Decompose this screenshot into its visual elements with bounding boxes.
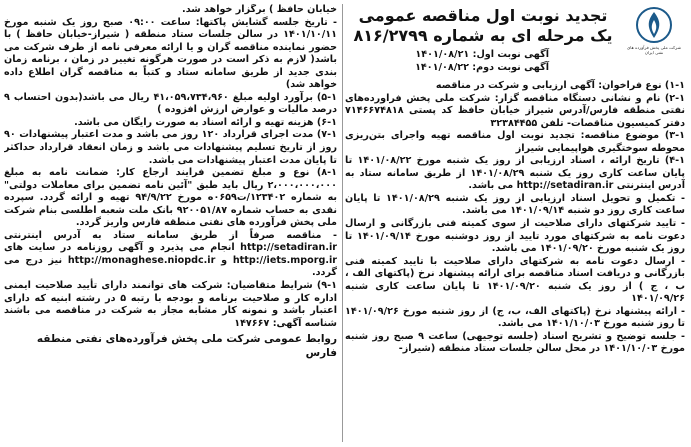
title-line-1: تجدید نوبت اول مناقصه عمومی [358, 6, 608, 25]
paragraph: - ارائه پیشنهاد نرخ (پاکتهای الف، ب، ج) از روز شنبه مورخ ۱۴۰۱/۰۹/۲۶ تا روز شنبه مورخ ۱۴۰۱/۱۰/۰۳ می باشد. [345, 305, 685, 330]
ad-dates [347, 48, 619, 74]
paragraph: ۵-۱) برآورد اولیه مبلغ ۴۱،۰۵۹،۷۳۴،۹۶۰ ریال می باشد(بدون احتساب ۹ درصد مالیات و عوارض ارزش افزوده ) [4, 91, 337, 116]
ad-second-date: آگهی نوبت دوم: ۱۴۰۱/۰۸/۲۲ [415, 62, 549, 73]
title-line-2: یک مرحله ای به شماره ۸۱۶/۲۷۹۹ [353, 26, 613, 45]
notice-title [347, 6, 619, 46]
paragraph: ۱-۱) نوع فراخوان: آگهی ارزیابی و شرکت در مناقصه [435, 80, 685, 91]
public-relations-footer: روابط عمومی شرکت ملی پخش فرآورده‌های نفتی منطقه فارس [36, 333, 337, 360]
ad-first-date: آگهی نوبت اول: ۱۴۰۱/۰۸/۲۱ [415, 49, 549, 60]
notice-right-column [345, 4, 685, 444]
company-logo [625, 6, 683, 62]
logo-caption: شرکت ملی پخش فرآورده های نفتی ایران [627, 45, 681, 55]
column-divider [342, 4, 343, 442]
paragraph: ۲-۱) نام و نشانی دستگاه مناقصه گزار: شرکت ملی پخش فراورده‌های نفتی منطقه فارس/آدرس شیراز خیابان حافظ کد پستی ۷۱۴۶۶۷۴۸۱۸ دفتر کمیسیون مناقصات- تلفن ۳۲۳۸۴۴۵۵ [345, 92, 685, 129]
paragraph: - جلسه توضیح و تشریح اسناد (جلسه توجیهی) ساعت ۹ صبح روز شنبه مورخ ۱۴۰۱/۱۰/۰۳ در محل سالن جلسات ستاد منطقه (شیراز- [345, 330, 685, 355]
paragraph: ۳-۱) موضوع مناقصه: تجدید نوبت اول مناقصه تهیه واجرای بتن‌ریزی محوطه سوختگیری هواپیمایی شیراز [345, 130, 685, 154]
paragraph: - ارسال دعوت نامه به شرکتهای دارای صلاحیت با تایید کمیته فنی بازرگانی و دریافت اسناد مناقصه برای ارائه پیشنهاد نرخ (پاکتهای الف ، ب ، ج ) از روز یک شنبه ۱۴۰۱/۰۹/۲۰ تا پایان ساعت کاری شنبه ۱۴۰۱/۰۹/۲۶ [345, 255, 685, 305]
paragraph: ۸-۱) نوع و مبلغ تضمین فرایند ارجاع کار: ضمانت نامه به مبلغ ۲،۰۰۰،۰۰۰،۰۰۰ ریال باید طبق "آئین نامه تضمین برای معاملات دولتی" به شماره ۱۲۳۴۰۲/ت۰۶۵۹ه مورخ ۹۴/۹/۲۲ تهیه و ارائه گردد. سپرده نقدی به حساب شماره ۹۲۰۰۵۱/۸۷ بانک ملت شعبه اطلسی بنام شرکت ملی پخش فرآورده های نفتی منطقه فارس واریز گردد. [4, 167, 337, 229]
paragraph: خیابان حافظ ) برگزار خواهد شد. [182, 4, 337, 15]
paragraph: ۷-۱) مدت اجرای قرارداد ۱۲۰ روز می باشد و مدت اعتبار پیشنهادات ۹۰ روز از تاریخ تسلیم پیشنهادات می باشد و زمان انعقاد قرارداد حداکثر تا پایان مدت اعتبار پیشنهادات می باشد. [4, 129, 337, 166]
paragraph: - تاریخ جلسه گشایش پاکتها: ساعت ۰۹:۰۰ صبح روز یک شنبه مورخ ۱۴۰۱/۱۰/۱۱ در سالن جلسات ستاد منطقه ( شیراز-خیابان حافظ ) با حضور نماینده مناقصه گران و یا ارائه معرفی نامه از طرف شرکت می باشد( لازم به ذکر است در صورت هرگونه تغییر در زمان ، برنامه زمان بندی جدید از طریق سامانه ستاد و کتباً به مناقصه گران اطلاع داده خواهد شد) [4, 16, 337, 91]
paragraph: - تایید شرکتهای دارای صلاحیت از سوی کمیته فنی بازرگانی و ارسال دعوت نامه به شرکتهای مورد تایید از روز دوشنبه مورخ ۱۴۰۱/۰۹/۱۴ تا روز یک شنبه مورخ ۱۴۰۱/۰۹/۲۰ می باشد. [345, 218, 685, 255]
paragraph: ۹-۱) شرایط متقاضیان: شرکت های توانمند دارای تأیید صلاحیت ایمنی اداره کار و صلاحیت برنامه و بودجه با رتبه ۵ در رشته ابنیه که دارای اعتبار باشد و نمونه کار مشابه مجاز به شرکت در مناقصه می باشند شناسه آگهی: ۱۴۷۶۶۷ [4, 280, 337, 329]
paragraph: - تکمیل و تحویل اسناد ارزیابی از روز یک شنبه ۱۴۰۱/۰۸/۲۹ تا پایان ساعت کاری روز دو شنبه ۱۴۰۱/۰۹/۱۴ می باشد. [345, 192, 685, 217]
notice-left-column [4, 4, 337, 444]
paragraph: - مناقصه صرفاً از طریق سامانه ستاد به آدرس اینترنتی http://setadiran.ir انجام می پذیرد و آگهی روزنامه در سایت های http://iets.mporg.ir و http://monaghese.niopdc.ir نیز درج می گردد. [4, 229, 337, 279]
notice-header [345, 4, 685, 80]
right-text-block [345, 80, 685, 356]
left-text-block [4, 4, 337, 330]
paragraph: ۴-۱) تاریخ ارائه ، اسناد ارزیابی از روز یک شنبه مورخ ۱۴۰۱/۰۸/۲۲ تا پایان ساعت کاری روز یک شنبه ۱۴۰۱/۰۸/۲۹ از طریق سامانه ستاد به آدرس اینترنتی http://setadiran.ir می باشد. [345, 155, 685, 192]
paragraph: ۶-۱) هزینه تهیه و ارائه اسناد به صورت رایگان می باشد. [74, 116, 337, 128]
flame-logo-icon [634, 6, 674, 44]
